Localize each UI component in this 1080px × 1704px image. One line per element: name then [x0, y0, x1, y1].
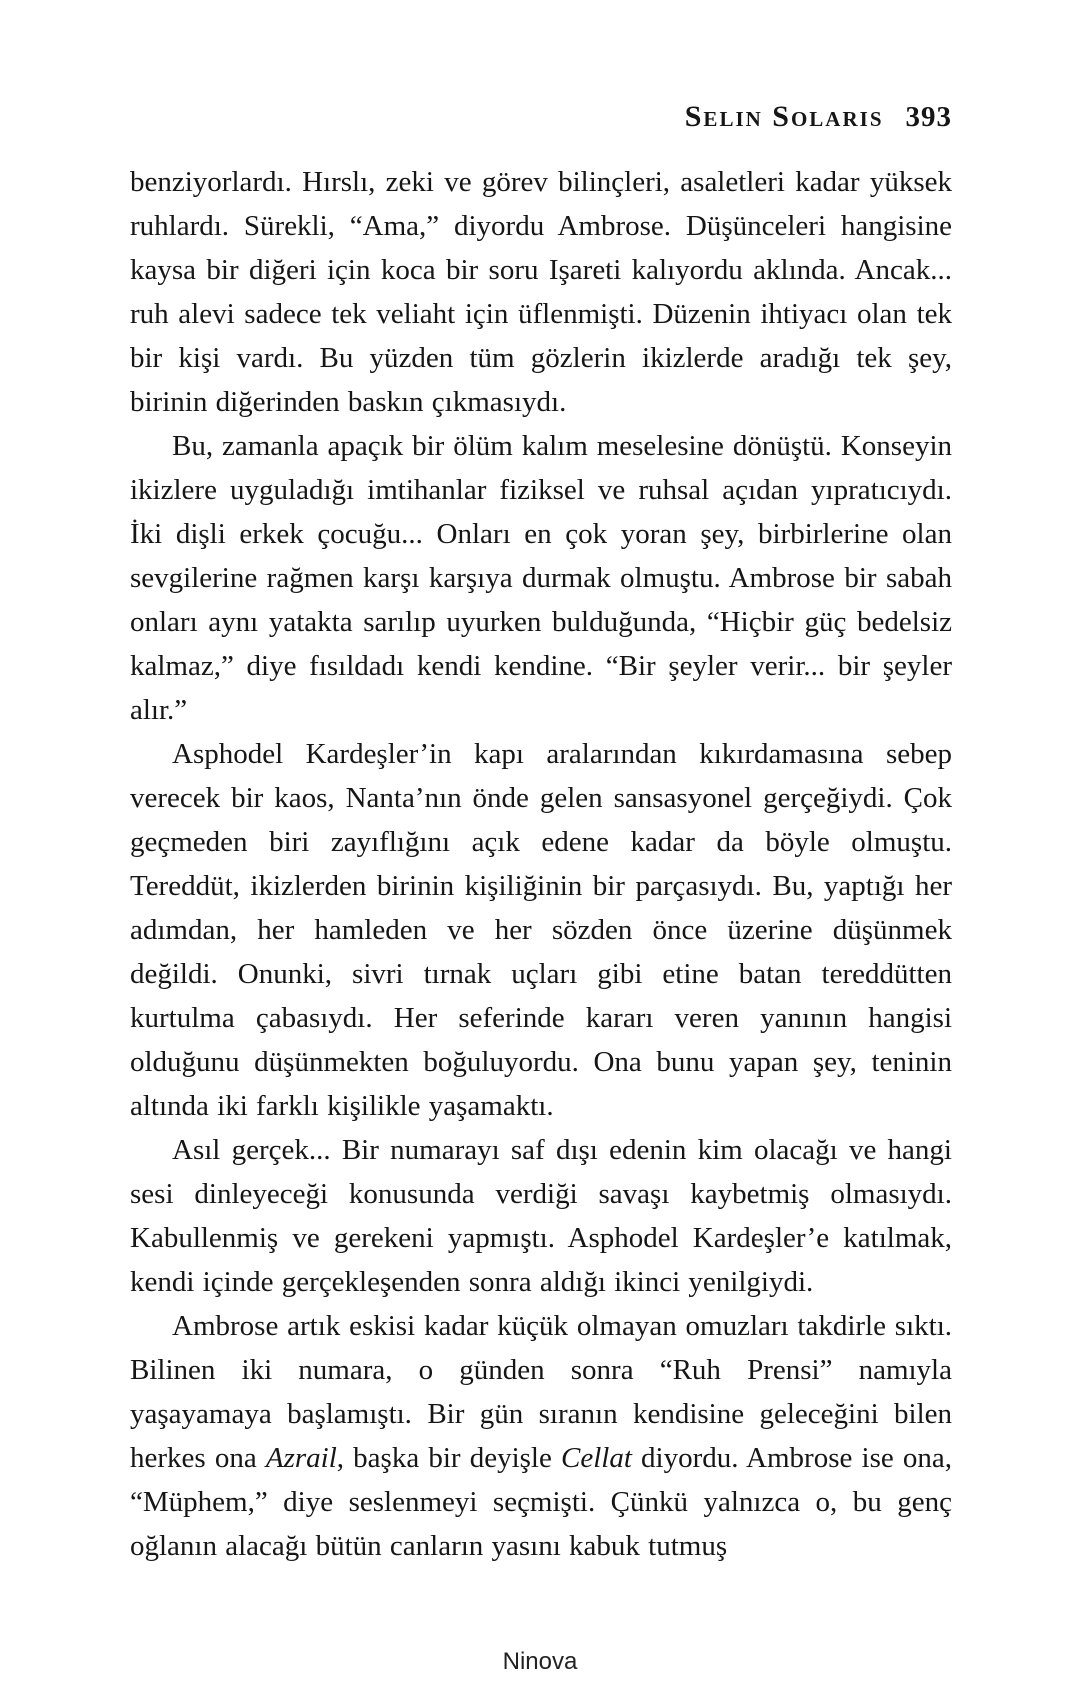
paragraph-2: Bu, zamanla apaçık bir ölüm kalım meselesine dönüştü. Konseyin ikizlere uyguladığı imtihanlar fiziksel ve ruhsal açıdan yıpratıcıydı. İki dişli erkek çocuğu... Onları en çok yoran şey, birbirlerine olan sevgilerine rağmen karşı karşıya durmak olmuştu. Ambrose bir sabah onları aynı yatakta sarılıp uyurken bulduğunda, “Hiçbir güç bedelsiz kalmaz,” diye fısıldadı kendi kendine. “Bir şeyler verir... bir şeyler alır.”	[130, 430, 952, 726]
paragraph-1: benziyorlardı. Hırslı, zeki ve görev bilinçleri, asaletleri kadar yüksek ruhlardı. Sürekli, “Ama,” diyordu Ambrose. Düşünceleri hangisine kaysa bir diğeri için koca bir soru Işareti kalıyordu aklında. Ancak... ruh alevi sadece tek veliaht için üflenmişti. Düzenin ihtiyacı olan tek bir kişi vardı. Bu yüzden tüm gözlerin ikizlerde aradığı tek şey, birinin diğerinden baskın çıkmasıydı.	[130, 166, 952, 418]
paragraph-4: Asıl gerçek... Bir numarayı saf dışı edenin kim olacağı ve hangi sesi dinleyeceği konusunda verdiği savaşı kaybetmiş olmasıydı. Kabullenmiş ve gerekeni yapmıştı. Asphodel Kardeşler’e katılmak, kendi içinde gerçekleşenden sonra aldığı ikinci yenilgiydi.	[130, 1134, 952, 1298]
page-number: 393	[905, 101, 952, 133]
publisher-name: Ninova	[502, 1648, 578, 1675]
paragraph-5-segment: Ambrose artık eskisi kadar küçük olmayan omuzları takdirle sıktı. Bilinen iki numara, o günden sonra “Ruh Prensi” namıyla yaşayamaya başlamıştı. Bir gün sıranın kendisine geleceğini bilen herkes ona	[130, 1310, 952, 1474]
paragraph-5-segment-italic: Azrail	[265, 1442, 337, 1474]
page-footer	[0, 1648, 1080, 1676]
paragraph-5-segment: , başka bir deyişle	[336, 1442, 561, 1474]
paragraph-5	[130, 1304, 952, 1568]
running-title: Selin Solaris	[684, 100, 884, 133]
page-body	[130, 160, 952, 1568]
paragraph-3: Asphodel Kardeşler’in kapı aralarından kıkırdamasına sebep verecek bir kaos, Nanta’nın önde gelen sansasyonel gerçeğiydi. Çok geçmeden biri zayıflığını açık edene kadar da böyle olmuştu. Tereddüt, ikizlerden birinin kişiliğinin bir parçasıydı. Bu, yaptığı her adımdan, her hamleden ve her sözden önce üzerine düşünmek değildi. Onunki, sivri tırnak uçları gibi etine batan tereddütten kurtulma çabasıydı. Her seferinde kararı veren yanının hangisi olduğunu düşünmekten boğuluyordu. Ona bunu yapan şey, teninin altında iki farklı kişilikle yaşamaktı.	[130, 738, 952, 1122]
paragraph-5-segment-italic: Cellat	[561, 1442, 632, 1474]
page-header	[130, 100, 952, 134]
paragraph-5-segment: diyordu. Ambrose ise ona, “Müphem,” diye seslenmeyi seçmişti. Çünkü yalnızca o, bu genç oğlanın alacağı bütün canların yasını kabuk tutmuş	[130, 1442, 952, 1562]
